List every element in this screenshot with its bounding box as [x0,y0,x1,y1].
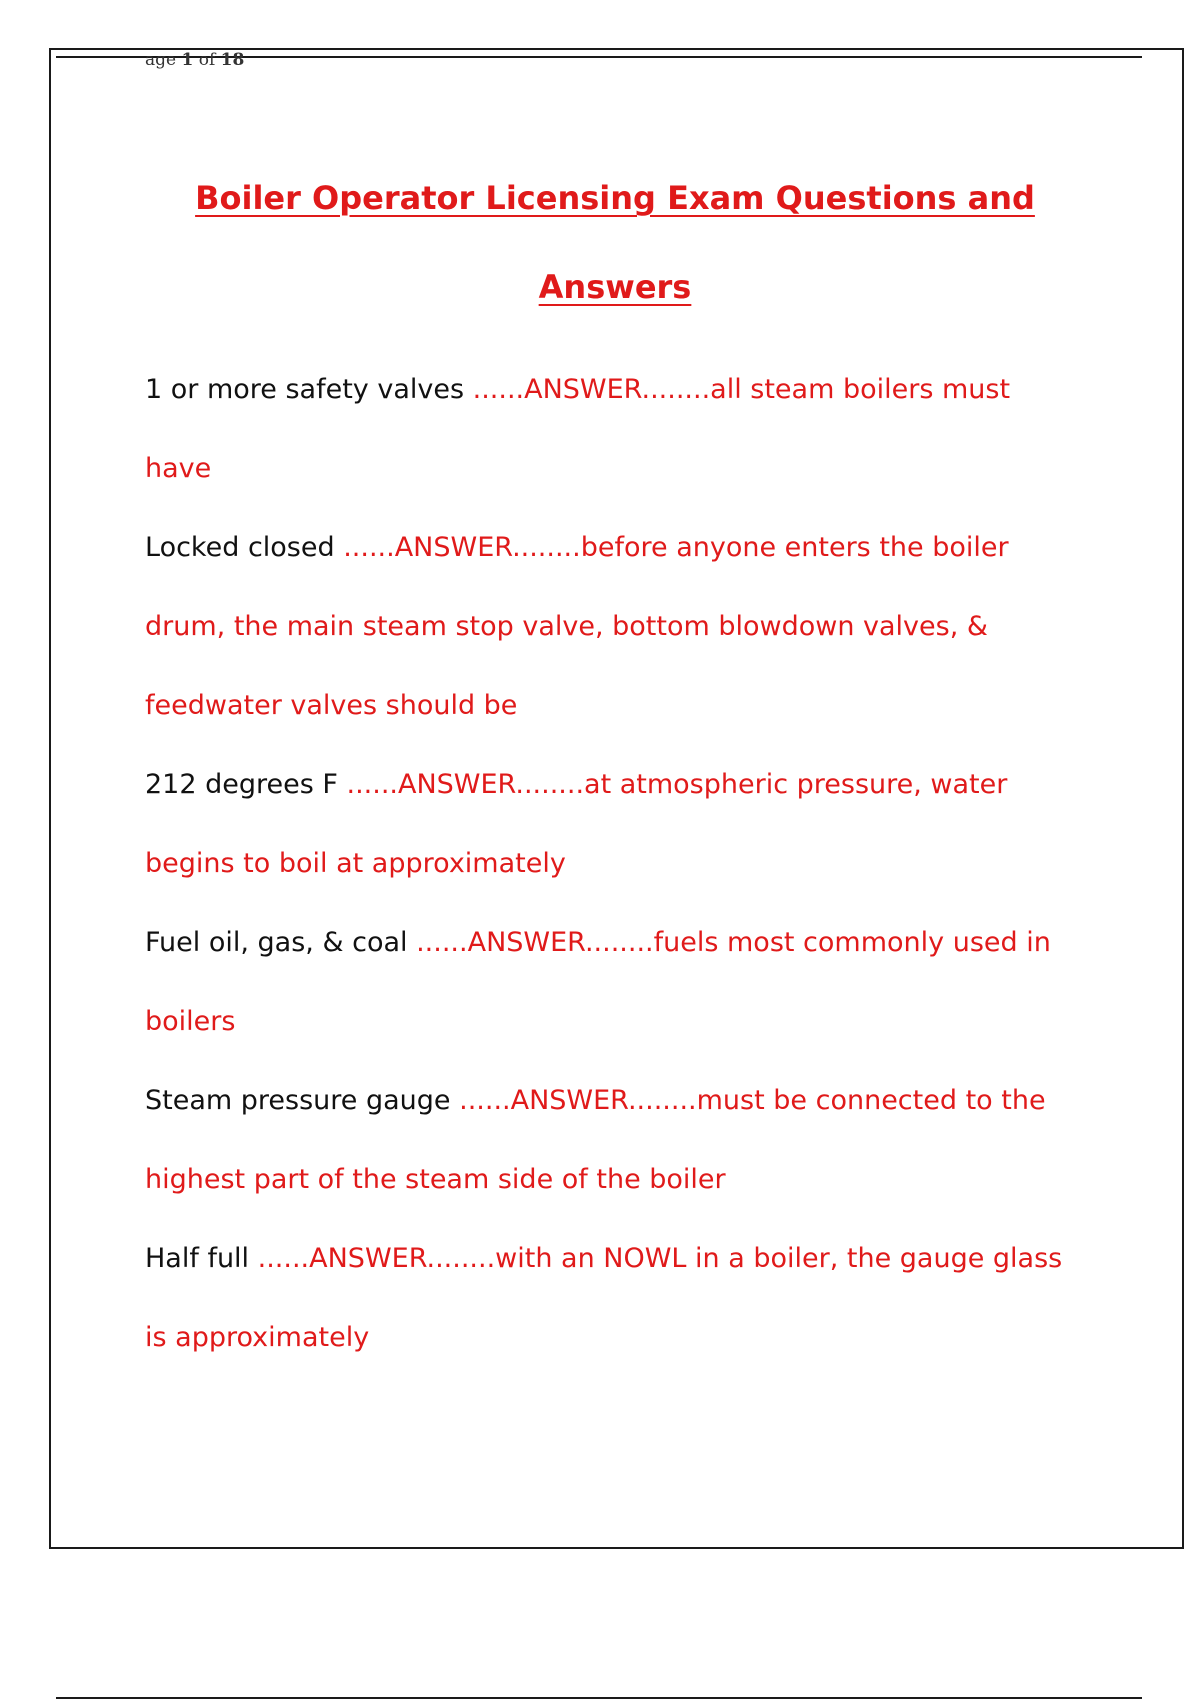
qa-item [145,508,1075,745]
qa-item [145,1219,1075,1377]
qa-item [145,1061,1075,1219]
document-title-line-1: Boiler Operator Licensing Exam Questions and [195,179,1035,217]
qa-term: Steam pressure gauge [145,1085,451,1116]
qa-answer: ......ANSWER........before anyone enters the boiler drum, the main steam stop valve, bottom blowdown valves, & feedwater valves should be [145,532,1009,721]
document-title-line-2: Answers [538,268,692,306]
page-total: 18 [220,50,245,70]
qa-answer: ......ANSWER........all steam boilers must have [145,374,1011,484]
qa-item [145,745,1075,903]
qa-answer: ......ANSWER........must be connected to the highest part of the steam side of the boiler [145,1085,1046,1195]
qa-term: Half full [145,1243,250,1274]
page-number-label [145,50,244,70]
page-of: of [193,50,221,70]
qa-item [145,350,1075,508]
page-current: 1 [181,50,194,70]
qa-term: Fuel oil, gas, & coal [145,927,408,958]
page-prefix: age [145,50,182,70]
qa-item [145,903,1075,1061]
qa-answer: ......ANSWER........fuels most commonly used in boilers [145,927,1051,1037]
qa-term: 212 degrees F [145,769,338,800]
qa-list [145,350,1075,1377]
qa-answer: ......ANSWER........at atmospheric pressure, water begins to boil at approximately [145,769,1008,879]
qa-term: Locked closed [145,532,335,563]
footer-rule [56,1697,1142,1699]
qa-term: 1 or more safety valves [145,374,465,405]
qa-answer: ......ANSWER........with an NOWL in a boiler, the gauge glass is approximately [145,1243,1063,1353]
